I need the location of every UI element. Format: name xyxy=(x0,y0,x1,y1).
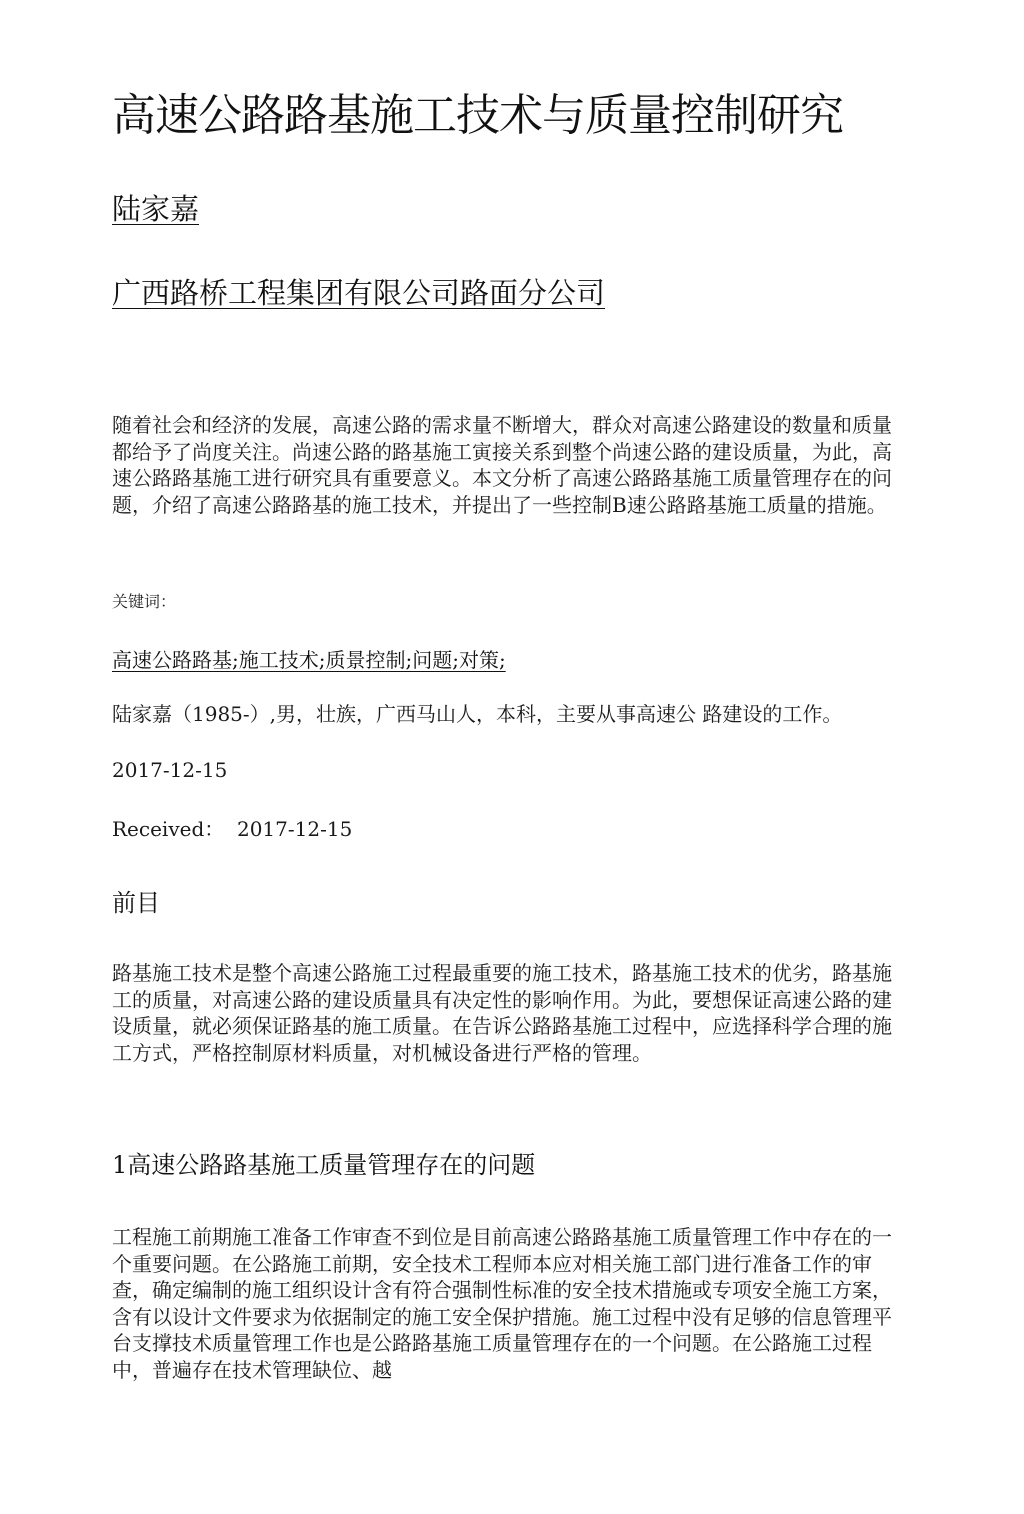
foreword-heading: 前目 xyxy=(112,889,160,917)
keywords-label: 关键词： xyxy=(112,592,177,611)
document-title: 高速公路路基施工技术与质量控制研究 xyxy=(112,90,843,141)
author-name[interactable]: 陆家嘉 xyxy=(112,192,200,226)
foreword-section xyxy=(112,960,892,1066)
abstract-text: 随着社会和经济的发展，高速公路的需求量不断增大，群众对高速公路建设的数量和质量都给予了尚度关注。尚速公路的路基施工寅接关系到整个尚速公路的建设质量，为此，高速公路路基施工进行研究具有重要意义。本文分析了高速公路路基施工质量管理存在的问题，介绍了高速公路路基的施工技术，并提出了一些控制B速公路路基施工质量的措施。 xyxy=(112,413,892,517)
publication-date: 2017-12-15 xyxy=(112,758,228,782)
abstract xyxy=(112,412,892,518)
foreword-text: 路基施工技术是整个高速公路施工过程最重要的施工技术，路基施工技术的优劣，路基施工的质量，对高速公路的建设质量具有决定性的影响作用。为此，要想保证高速公路的建设质量，就必须保证路基的施工质量。在告诉公路路基施工过程中，应选择科学合理的施工方式，严格控制原材料质量，对机械设备进行严格的管理。 xyxy=(112,961,892,1065)
author-bio: 陆家嘉（1985-）,男，壮族，广西马山人，本科，主要从事高速公 路建设的工作。 xyxy=(112,702,843,726)
section-1-heading: 1高速公路路基施工质量管理存在的问题 xyxy=(112,1151,536,1179)
keywords-list[interactable]: 高速公路路基;施工技术;质景控制;问题;对策; xyxy=(112,648,506,672)
received-date: Received： 2017-12-15 xyxy=(112,817,353,841)
section-1 xyxy=(112,1224,892,1383)
author-affiliation[interactable]: 广西路桥工程集团有限公司路面分公司 xyxy=(112,276,606,310)
section-1-text: 工程施工前期施工准备工作审查不到位是目前高速公路路基施工质量管理工作中存在的一个重要问题。在公路施工前期，安全技术工程师本应对相关施工部门进行准备工作的审查，确定编制的施工组织设计含有符合强制性标准的安全技术措施或专项安全施工方案，含有以设计文件要求为依据制定的施工安全保护措施。施工过程中没有足够的信息管理平台支撑技术质量管理工作也是公路路基施工质量管理存在的一个问题。在公路施工过程中，普遍存在技术管理缺位、越 xyxy=(112,1225,892,1382)
